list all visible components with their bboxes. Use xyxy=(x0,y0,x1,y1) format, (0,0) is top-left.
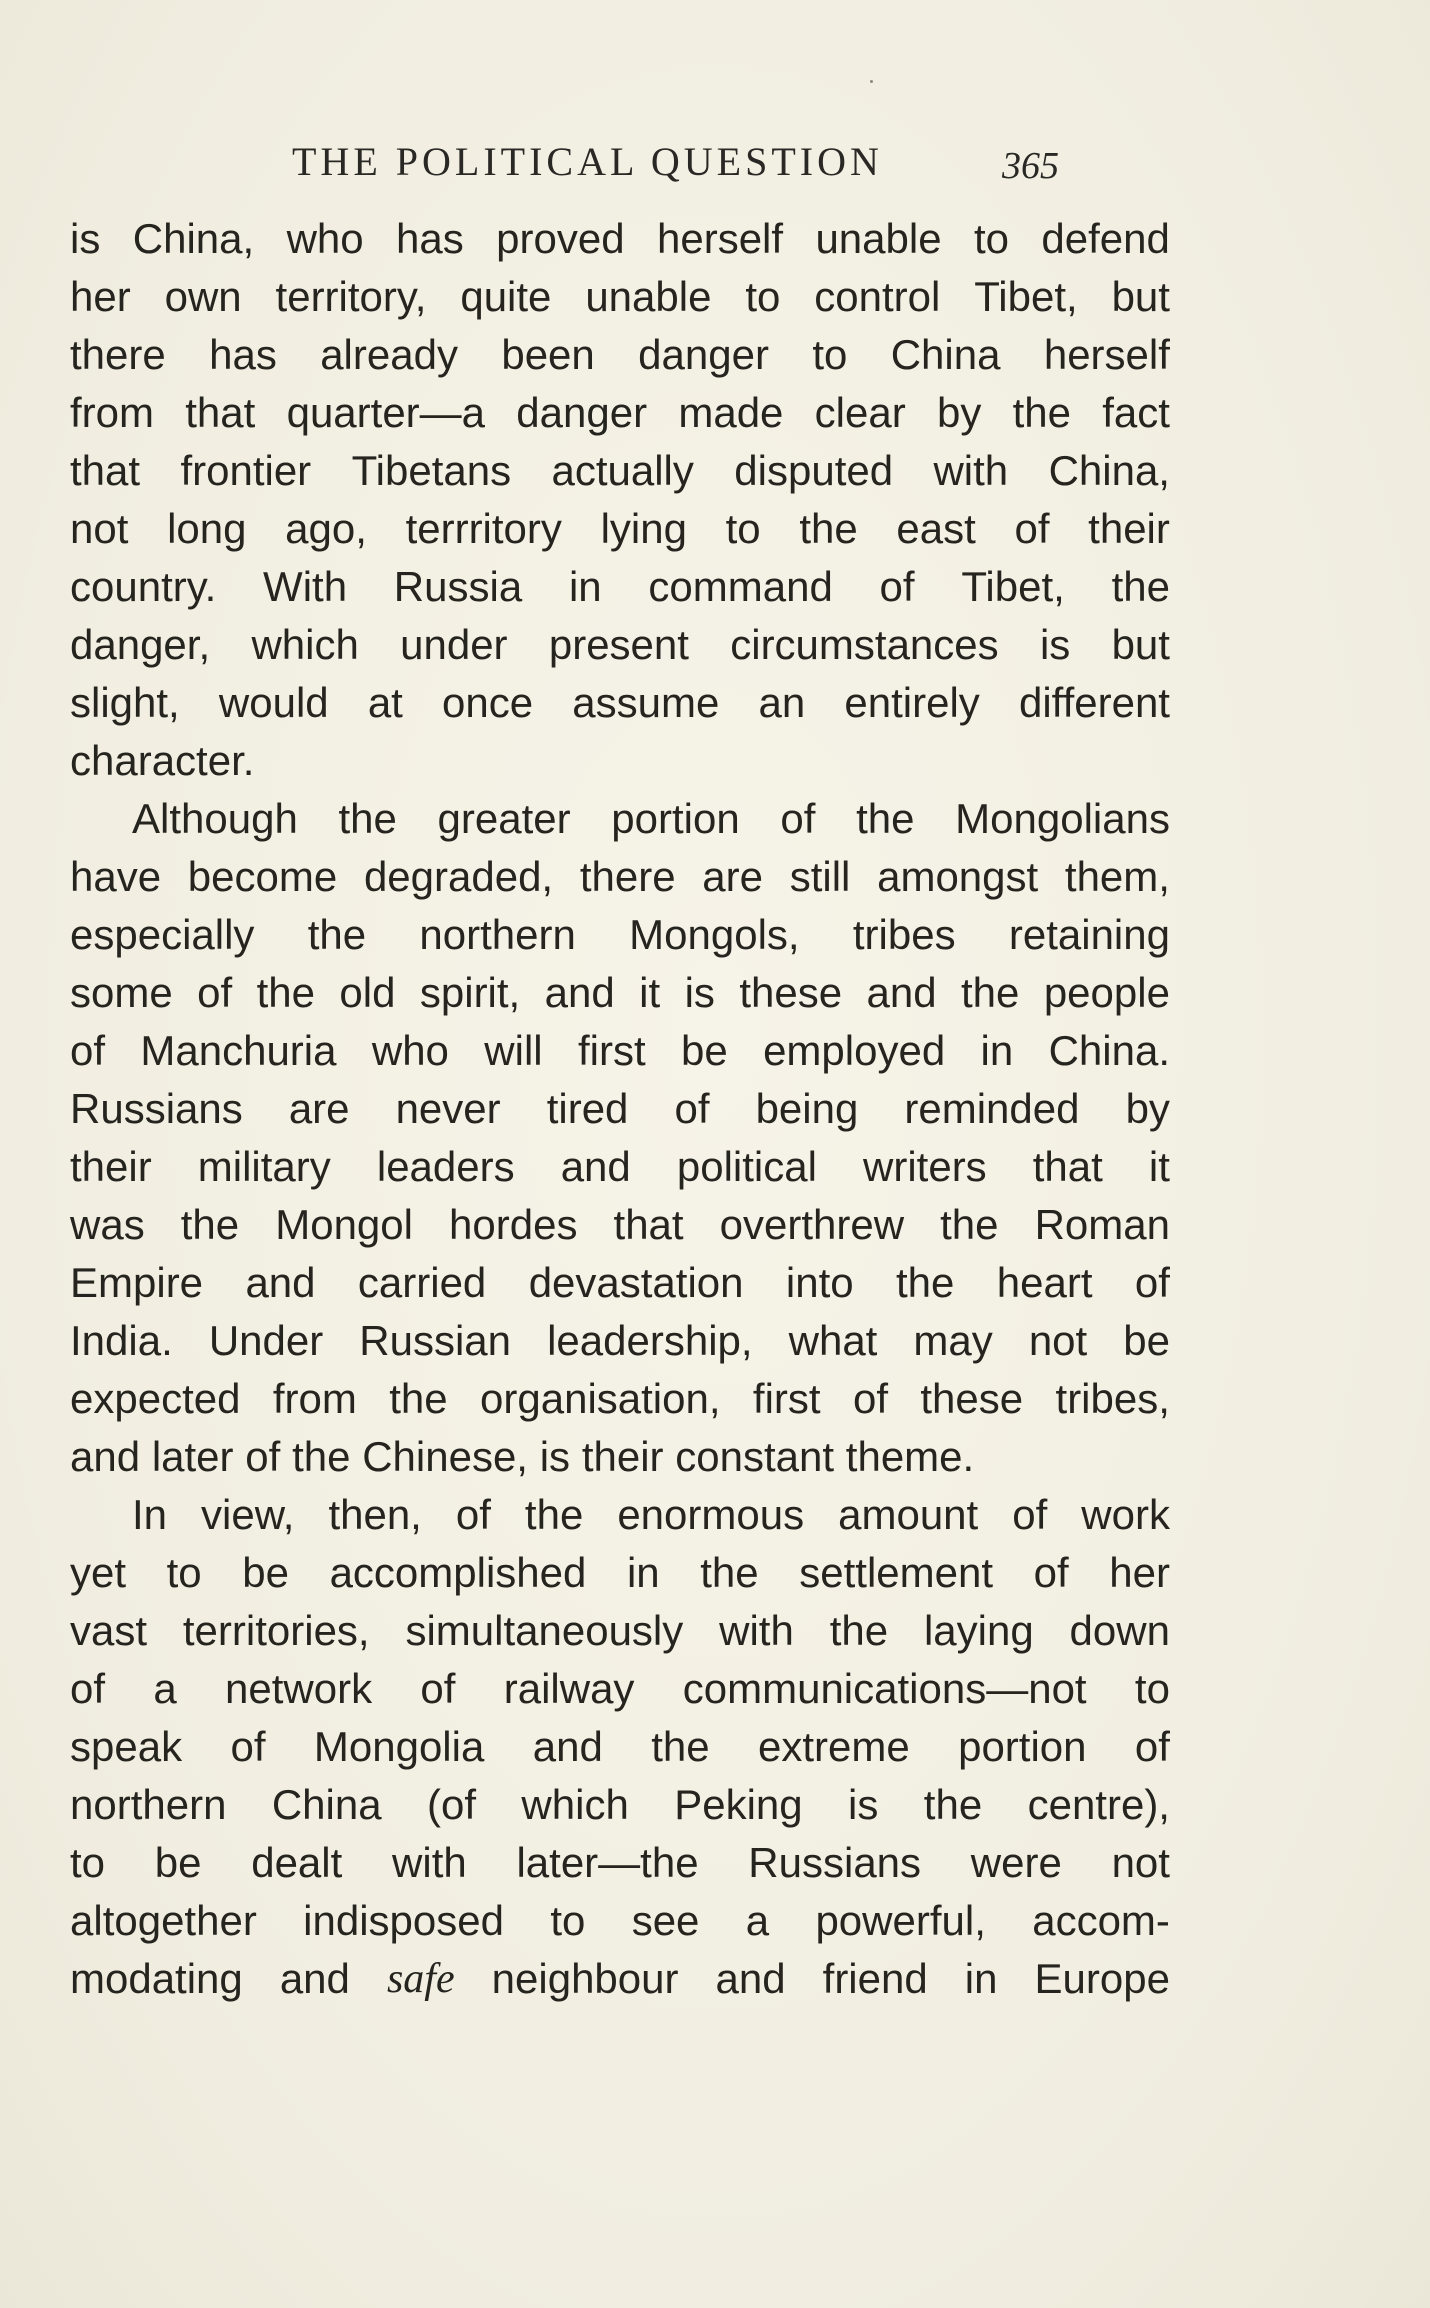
text-line: vast territories, simultaneously with the laying down xyxy=(70,1607,1170,1654)
text-line: is China, who has proved herself unable to defend xyxy=(70,215,1170,262)
text-line: that frontier Tibetans actually disputed with China, xyxy=(70,447,1170,494)
text-line: In view, then, of the enormous amount of work xyxy=(132,1491,1170,1538)
text-line: India. Under Russian leadership, what may not be xyxy=(70,1317,1170,1364)
text-line: from that quarter—a danger made clear by the fact xyxy=(70,389,1170,436)
text-line: there has already been danger to China herself xyxy=(70,331,1170,378)
text-line: yet to be accomplished in the settlement of her xyxy=(70,1549,1170,1596)
text-line: some of the old spirit, and it is these and the people xyxy=(70,969,1170,1016)
text-line: their military leaders and political writers that it xyxy=(70,1143,1170,1190)
running-header xyxy=(70,138,1170,198)
text-line: speak of Mongolia and the extreme portion of xyxy=(70,1723,1170,1770)
text-line: especially the northern Mongols, tribes retaining xyxy=(70,911,1170,958)
text-line: character. xyxy=(70,737,255,784)
text-line: to be dealt with later—the Russians were not xyxy=(70,1839,1170,1886)
paper-speck xyxy=(870,80,873,83)
text-line: of a network of railway communications—not to xyxy=(70,1665,1170,1712)
text-line: and later of the Chinese, is their constant theme. xyxy=(70,1433,975,1480)
text-line: not long ago, terrritory lying to the east of their xyxy=(70,505,1170,552)
page-number: 365 xyxy=(1002,145,1059,187)
text-line: her own territory, quite unable to control Tibet, but xyxy=(70,273,1170,320)
text-line: slight, would at once assume an entirely different xyxy=(70,679,1170,726)
text-line: country. With Russia in command of Tibet, the xyxy=(70,563,1170,610)
text-line: Although the greater portion of the Mongolians xyxy=(132,795,1170,842)
text-line: expected from the organisation, first of these tribes, xyxy=(70,1375,1170,1422)
text-line: of Manchuria who will first be employed in China. xyxy=(70,1027,1170,1074)
text-line: northern China (of which Peking is the centre), xyxy=(70,1781,1170,1828)
text-line: was the Mongol hordes that overthrew the Roman xyxy=(70,1201,1170,1248)
body-text xyxy=(70,210,1170,2008)
text-line: danger, which under present circumstances is but xyxy=(70,621,1170,668)
text-line: altogether indisposed to see a powerful, accom- xyxy=(70,1897,1170,1944)
text-line: modating and safe neighbour and friend in Europe xyxy=(70,1955,1170,2002)
text-line: have become degraded, there are still amongst them, xyxy=(70,853,1170,900)
running-title: THE POLITICAL QUESTION xyxy=(292,139,883,184)
text-line: Empire and carried devastation into the heart of xyxy=(70,1259,1170,1306)
text-line: Russians are never tired of being reminded by xyxy=(70,1085,1170,1132)
